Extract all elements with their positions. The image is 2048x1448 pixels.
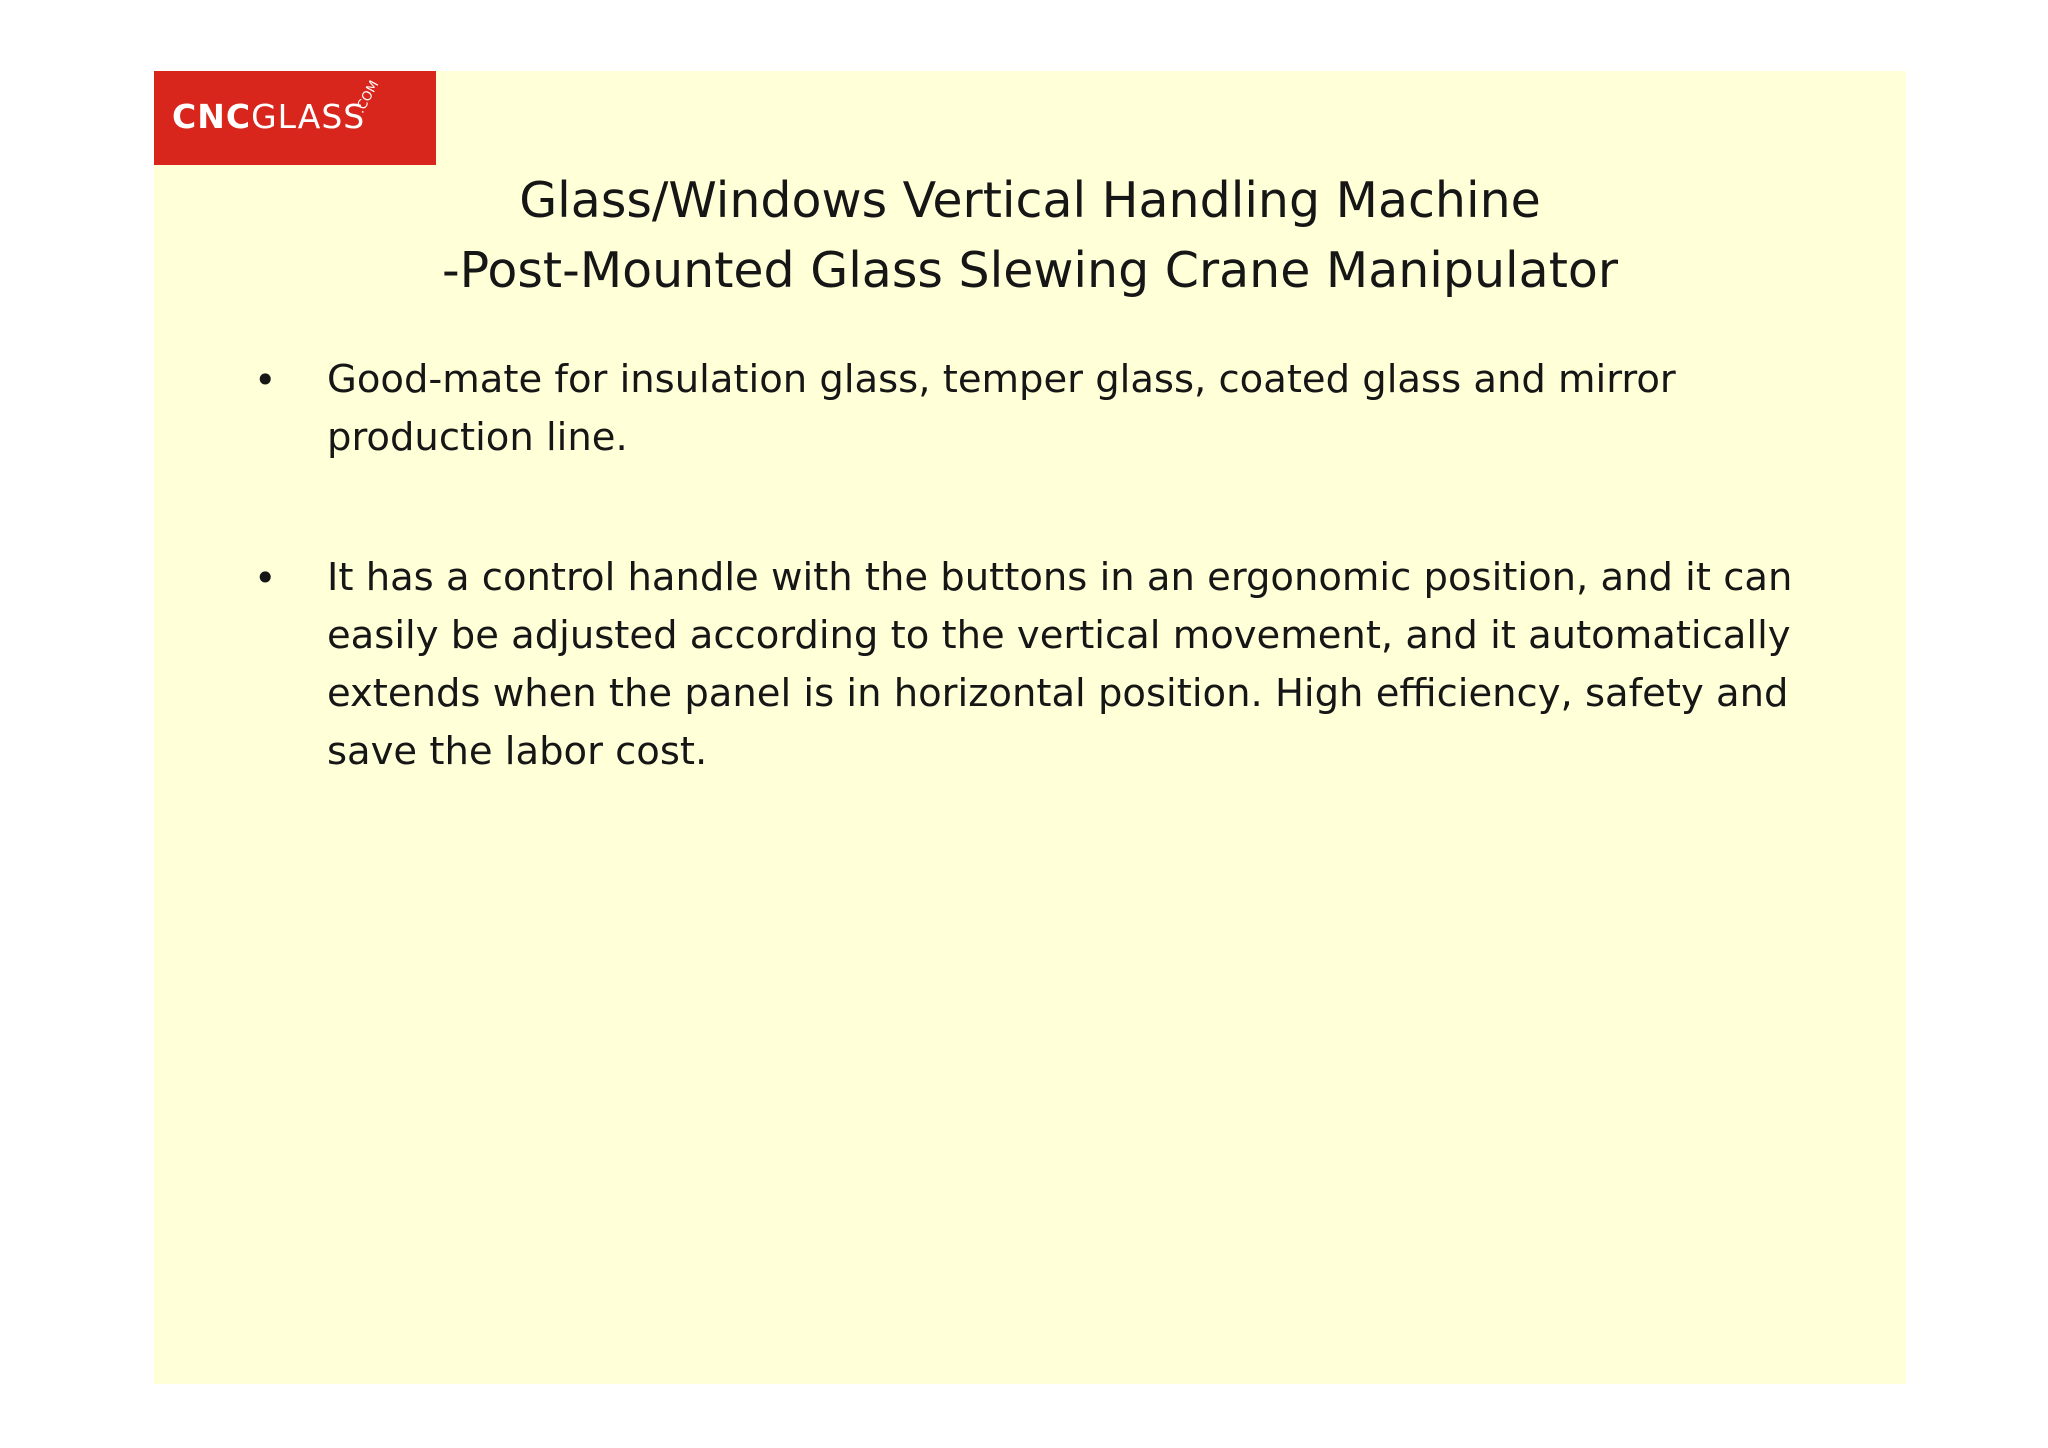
bullet-text: Good-mate for insulation glass, temper glass, coated glass and mirror production line. xyxy=(327,357,1676,460)
logo-wordmark xyxy=(172,97,365,137)
bullet-list xyxy=(254,351,1814,781)
cncglass-logo xyxy=(154,71,436,165)
logo-brand-light: GLASS xyxy=(251,97,366,136)
slide xyxy=(154,71,1906,1384)
slide-title-line-1: Glass/Windows Vertical Handling Machine xyxy=(519,172,1541,229)
bullet-text: It has a control handle with the buttons in an ergonomic position, and it can easily be adjusted according to the vertical movement, and it automatically extends when the panel is in horizontal position. High efficiency, safety and save the labor cost. xyxy=(327,555,1793,774)
bullet-icon: • xyxy=(254,556,277,600)
slide-title-line-2: -Post-Mounted Glass Slewing Crane Manipulator xyxy=(441,242,1619,299)
bullet-item xyxy=(254,351,1814,467)
bullet-icon: • xyxy=(254,358,277,402)
bullet-item xyxy=(254,549,1814,781)
logo-brand-bold: CNC xyxy=(172,97,252,136)
slide-title xyxy=(154,166,1906,306)
logo-domain-suffix: .COM xyxy=(352,78,383,116)
